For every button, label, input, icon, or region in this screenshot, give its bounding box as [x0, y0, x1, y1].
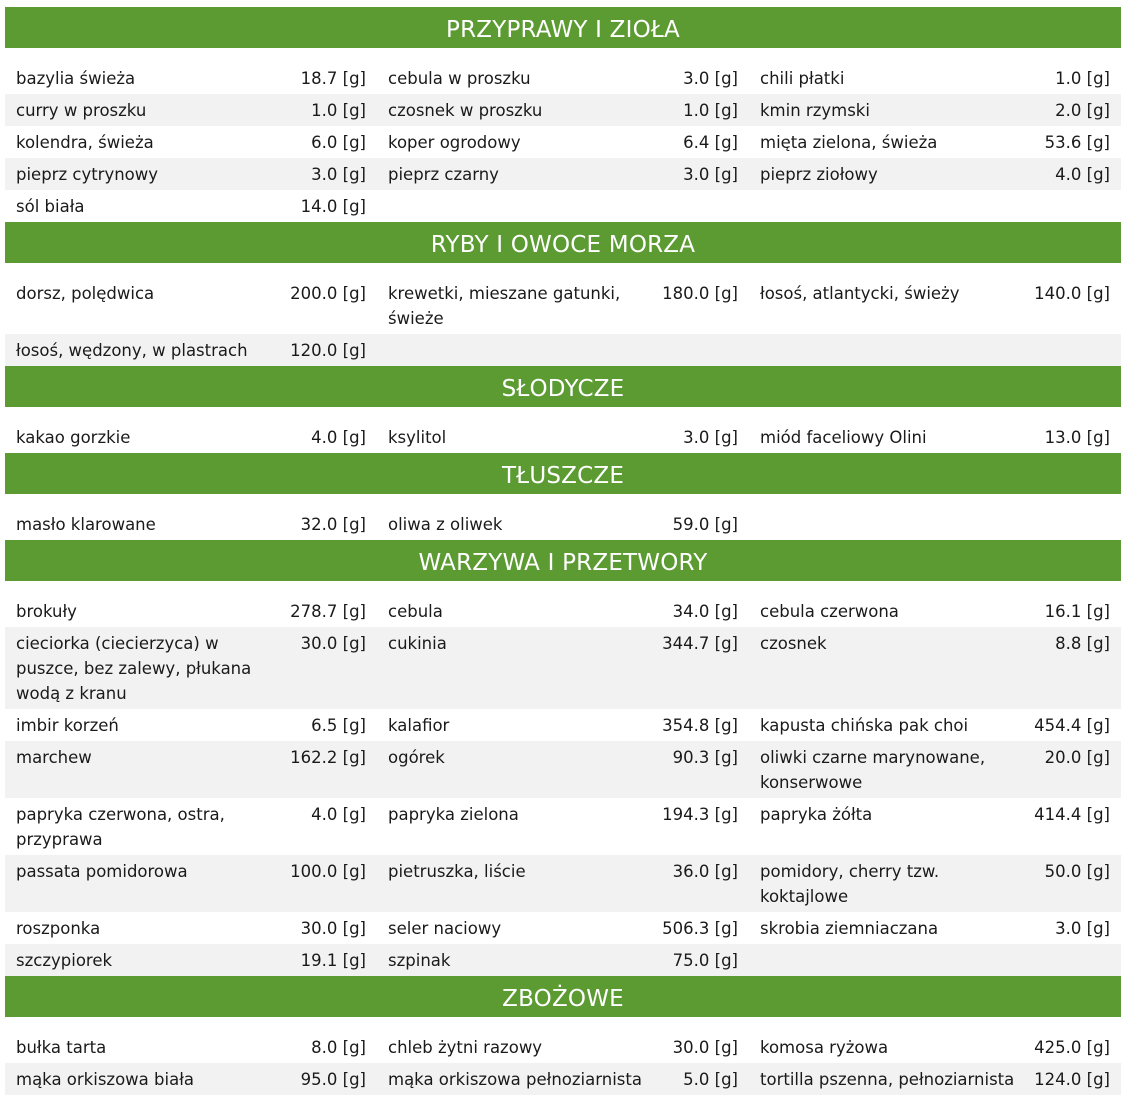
ingredient-quantity: 4.0 [g]	[311, 805, 366, 824]
ingredient-quantity: 506.3 [g]	[662, 919, 738, 938]
ingredient-name: komosa ryżowa	[760, 1038, 889, 1057]
ingredient-item	[749, 98, 1121, 123]
ingredient-item	[5, 281, 377, 306]
category-section	[5, 453, 1121, 540]
ingredient-name: pieprz czarny	[388, 165, 499, 184]
ingredient-quantity: 18.7 [g]	[300, 69, 366, 88]
ingredient-item	[5, 130, 377, 155]
ingredient-item	[749, 859, 1121, 909]
table-row	[5, 741, 1121, 798]
ingredient-quantity: 124.0 [g]	[1034, 1070, 1110, 1089]
ingredient-quantity: 30.0 [g]	[300, 919, 366, 938]
ingredient-quantity: 34.0 [g]	[672, 602, 738, 621]
table-row	[5, 798, 1121, 855]
ingredient-quantity: 8.0 [g]	[311, 1038, 366, 1057]
category-section	[5, 976, 1121, 1095]
ingredient-quantity: 30.0 [g]	[672, 1038, 738, 1057]
ingredient-name: pomidory, cherry tzw. koktajlowe	[760, 862, 940, 906]
ingredient-quantity: 4.0 [g]	[311, 428, 366, 447]
section-spacer	[5, 48, 1121, 62]
table-row	[5, 508, 1121, 540]
ingredient-quantity: 278.7 [g]	[290, 602, 366, 621]
category-section	[5, 540, 1121, 976]
ingredient-quantity: 354.8 [g]	[662, 716, 738, 735]
ingredient-item	[377, 916, 749, 941]
ingredient-quantity: 6.4 [g]	[683, 133, 738, 152]
ingredient-quantity: 75.0 [g]	[672, 951, 738, 970]
ingredient-name: mąka orkiszowa pełnoziarnista	[388, 1070, 642, 1089]
category-header: SŁODYCZE	[5, 366, 1121, 407]
ingredient-item	[5, 631, 377, 706]
table-row	[5, 912, 1121, 944]
ingredient-quantity: 32.0 [g]	[300, 515, 366, 534]
category-header: TŁUSZCZE	[5, 453, 1121, 494]
table-row	[5, 1063, 1121, 1095]
ingredient-quantity: 2.0 [g]	[1055, 101, 1110, 120]
ingredient-item	[377, 802, 749, 827]
ingredient-quantity: 13.0 [g]	[1044, 428, 1110, 447]
ingredient-item	[749, 916, 1121, 941]
ingredient-quantity: 454.4 [g]	[1034, 716, 1110, 735]
ingredient-item	[5, 916, 377, 941]
ingredient-item	[377, 425, 749, 450]
ingredient-quantity: 20.0 [g]	[1044, 748, 1110, 767]
ingredient-quantity: 140.0 [g]	[1034, 284, 1110, 303]
category-section	[5, 366, 1121, 453]
ingredient-name: kmin rzymski	[760, 101, 870, 120]
ingredient-name: roszponka	[16, 919, 101, 938]
ingredient-item	[377, 948, 749, 973]
ingredient-name: ksylitol	[388, 428, 447, 447]
table-row	[5, 627, 1121, 709]
ingredient-quantity: 50.0 [g]	[1044, 862, 1110, 881]
ingredient-quantity: 6.5 [g]	[311, 716, 366, 735]
ingredient-name: sól biała	[16, 197, 85, 216]
ingredient-name: pieprz cytrynowy	[16, 165, 159, 184]
ingredient-name: cukinia	[388, 634, 447, 653]
ingredient-name: marchew	[16, 748, 92, 767]
ingredient-name: kakao gorzkie	[16, 428, 131, 447]
ingredient-quantity: 194.3 [g]	[662, 805, 738, 824]
ingredient-item	[5, 162, 377, 187]
ingredient-item	[749, 66, 1121, 91]
ingredient-item	[377, 66, 749, 91]
ingredient-item	[5, 66, 377, 91]
ingredient-name: mąka orkiszowa biała	[16, 1070, 194, 1089]
ingredient-name: kapusta chińska pak choi	[760, 716, 969, 735]
ingredient-item	[5, 338, 377, 363]
section-spacer	[5, 263, 1121, 277]
ingredient-quantity: 1.0 [g]	[683, 101, 738, 120]
table-row	[5, 1031, 1121, 1063]
ingredient-name: chili płatki	[760, 69, 845, 88]
ingredient-item	[749, 130, 1121, 155]
ingredient-name: miód faceliowy Olini	[760, 428, 927, 447]
ingredient-item	[377, 745, 749, 770]
ingredient-item	[5, 802, 377, 852]
ingredient-name: cieciorka (ciecierzyca) w puszce, bez zalewy, płukana wodą z kranu	[16, 634, 252, 703]
ingredient-item	[377, 631, 749, 656]
ingredient-name: papryka żółta	[760, 805, 873, 824]
ingredient-quantity: 200.0 [g]	[290, 284, 366, 303]
ingredient-name: tortilla pszenna, pełnoziarnista	[760, 1070, 1015, 1089]
ingredient-item	[377, 512, 749, 537]
ingredient-name: szpinak	[388, 951, 451, 970]
ingredient-name: cebula czerwona	[760, 602, 899, 621]
table-row	[5, 855, 1121, 912]
ingredient-item	[749, 631, 1121, 656]
ingredient-name: skrobia ziemniaczana	[760, 919, 939, 938]
ingredient-quantity: 1.0 [g]	[1055, 69, 1110, 88]
ingredient-name: łosoś, wędzony, w plastrach	[16, 341, 248, 360]
ingredient-item	[377, 1067, 749, 1092]
ingredient-quantity: 3.0 [g]	[1055, 919, 1110, 938]
category-header: ZBOŻOWE	[5, 976, 1121, 1017]
ingredient-name: dorsz, polędwica	[16, 284, 155, 303]
table-row	[5, 94, 1121, 126]
ingredient-item	[5, 512, 377, 537]
category-section	[5, 7, 1121, 222]
table-row	[5, 126, 1121, 158]
ingredient-quantity: 3.0 [g]	[683, 165, 738, 184]
ingredient-item	[5, 194, 377, 219]
ingredient-name: kalafior	[388, 716, 450, 735]
ingredient-quantity: 90.3 [g]	[672, 748, 738, 767]
section-spacer	[5, 494, 1121, 508]
ingredient-name: krewetki, mieszane gatunki, świeże	[388, 284, 621, 328]
ingredient-quantity: 3.0 [g]	[683, 428, 738, 447]
ingredient-quantity: 6.0 [g]	[311, 133, 366, 152]
ingredient-item	[749, 1067, 1121, 1092]
ingredient-name: brokuły	[16, 602, 77, 621]
ingredient-item	[5, 745, 377, 770]
table-row	[5, 158, 1121, 190]
ingredient-quantity: 3.0 [g]	[683, 69, 738, 88]
ingredient-name: pieprz ziołowy	[760, 165, 878, 184]
ingredient-quantity: 414.4 [g]	[1034, 805, 1110, 824]
ingredient-item	[749, 745, 1121, 795]
ingredient-name: papryka czerwona, ostra, przyprawa	[16, 805, 225, 849]
ingredient-quantity: 36.0 [g]	[672, 862, 738, 881]
ingredient-name: łosoś, atlantycki, świeży	[760, 284, 960, 303]
ingredient-item	[377, 281, 749, 331]
ingredient-quantity: 30.0 [g]	[300, 634, 366, 653]
ingredient-name: kolendra, świeża	[16, 133, 154, 152]
ingredient-name: passata pomidorowa	[16, 862, 188, 881]
ingredient-item	[5, 599, 377, 624]
ingredient-item	[5, 713, 377, 738]
ingredient-item	[749, 1035, 1121, 1060]
table-row	[5, 944, 1121, 976]
ingredient-item	[5, 98, 377, 123]
ingredient-quantity: 16.1 [g]	[1044, 602, 1110, 621]
ingredient-quantity: 425.0 [g]	[1034, 1038, 1110, 1057]
ingredient-name: czosnek w proszku	[388, 101, 543, 120]
ingredient-name: cebula	[388, 602, 443, 621]
ingredient-quantity: 53.6 [g]	[1044, 133, 1110, 152]
shopping-list	[5, 7, 1121, 1095]
table-row	[5, 421, 1121, 453]
ingredient-item	[5, 859, 377, 884]
ingredient-quantity: 5.0 [g]	[683, 1070, 738, 1089]
table-row	[5, 277, 1121, 334]
table-row	[5, 709, 1121, 741]
ingredient-item	[5, 425, 377, 450]
ingredient-quantity: 8.8 [g]	[1055, 634, 1110, 653]
ingredient-quantity: 162.2 [g]	[290, 748, 366, 767]
ingredient-quantity: 344.7 [g]	[662, 634, 738, 653]
section-spacer	[5, 1017, 1121, 1031]
table-row	[5, 334, 1121, 366]
ingredient-quantity: 3.0 [g]	[311, 165, 366, 184]
ingredient-name: oliwki czarne marynowane, konserwowe	[760, 748, 986, 792]
ingredient-item	[749, 599, 1121, 624]
category-header: WARZYWA I PRZETWORY	[5, 540, 1121, 581]
ingredient-quantity: 14.0 [g]	[300, 197, 366, 216]
ingredient-quantity: 4.0 [g]	[1055, 165, 1110, 184]
ingredient-quantity: 59.0 [g]	[672, 515, 738, 534]
category-section	[5, 222, 1121, 366]
ingredient-name: masło klarowane	[16, 515, 156, 534]
ingredient-quantity: 1.0 [g]	[311, 101, 366, 120]
ingredient-name: seler naciowy	[388, 919, 502, 938]
ingredient-item	[377, 713, 749, 738]
ingredient-name: czosnek	[760, 634, 827, 653]
ingredient-item	[749, 162, 1121, 187]
ingredient-item	[377, 599, 749, 624]
ingredient-name: mięta zielona, świeża	[760, 133, 938, 152]
table-row	[5, 595, 1121, 627]
ingredient-name: ogórek	[388, 748, 445, 767]
ingredient-name: pietruszka, liście	[388, 862, 526, 881]
section-spacer	[5, 581, 1121, 595]
table-row	[5, 190, 1121, 222]
ingredient-name: chleb żytni razowy	[388, 1038, 543, 1057]
ingredient-item	[377, 1035, 749, 1060]
table-row	[5, 62, 1121, 94]
section-spacer	[5, 407, 1121, 421]
ingredient-quantity: 95.0 [g]	[300, 1070, 366, 1089]
ingredient-name: bułka tarta	[16, 1038, 107, 1057]
ingredient-item	[377, 130, 749, 155]
ingredient-quantity: 100.0 [g]	[290, 862, 366, 881]
ingredient-name: cebula w proszku	[388, 69, 531, 88]
ingredient-name: oliwa z oliwek	[388, 515, 503, 534]
ingredient-quantity: 120.0 [g]	[290, 341, 366, 360]
ingredient-item	[377, 859, 749, 884]
ingredient-item	[5, 948, 377, 973]
ingredient-item	[5, 1035, 377, 1060]
ingredient-item	[749, 802, 1121, 827]
ingredient-name: bazylia świeża	[16, 69, 136, 88]
ingredient-quantity: 180.0 [g]	[662, 284, 738, 303]
ingredient-quantity: 19.1 [g]	[300, 951, 366, 970]
ingredient-name: szczypiorek	[16, 951, 113, 970]
ingredient-item	[5, 1067, 377, 1092]
category-header: RYBY I OWOCE MORZA	[5, 222, 1121, 263]
ingredient-item	[749, 425, 1121, 450]
ingredient-name: curry w proszku	[16, 101, 147, 120]
ingredient-item	[749, 281, 1121, 306]
ingredient-name: imbir korzeń	[16, 716, 119, 735]
ingredient-item	[749, 713, 1121, 738]
ingredient-item	[377, 162, 749, 187]
category-header: PRZYPRAWY I ZIOŁA	[5, 7, 1121, 48]
ingredient-name: koper ogrodowy	[388, 133, 521, 152]
ingredient-name: papryka zielona	[388, 805, 519, 824]
ingredient-item	[377, 98, 749, 123]
